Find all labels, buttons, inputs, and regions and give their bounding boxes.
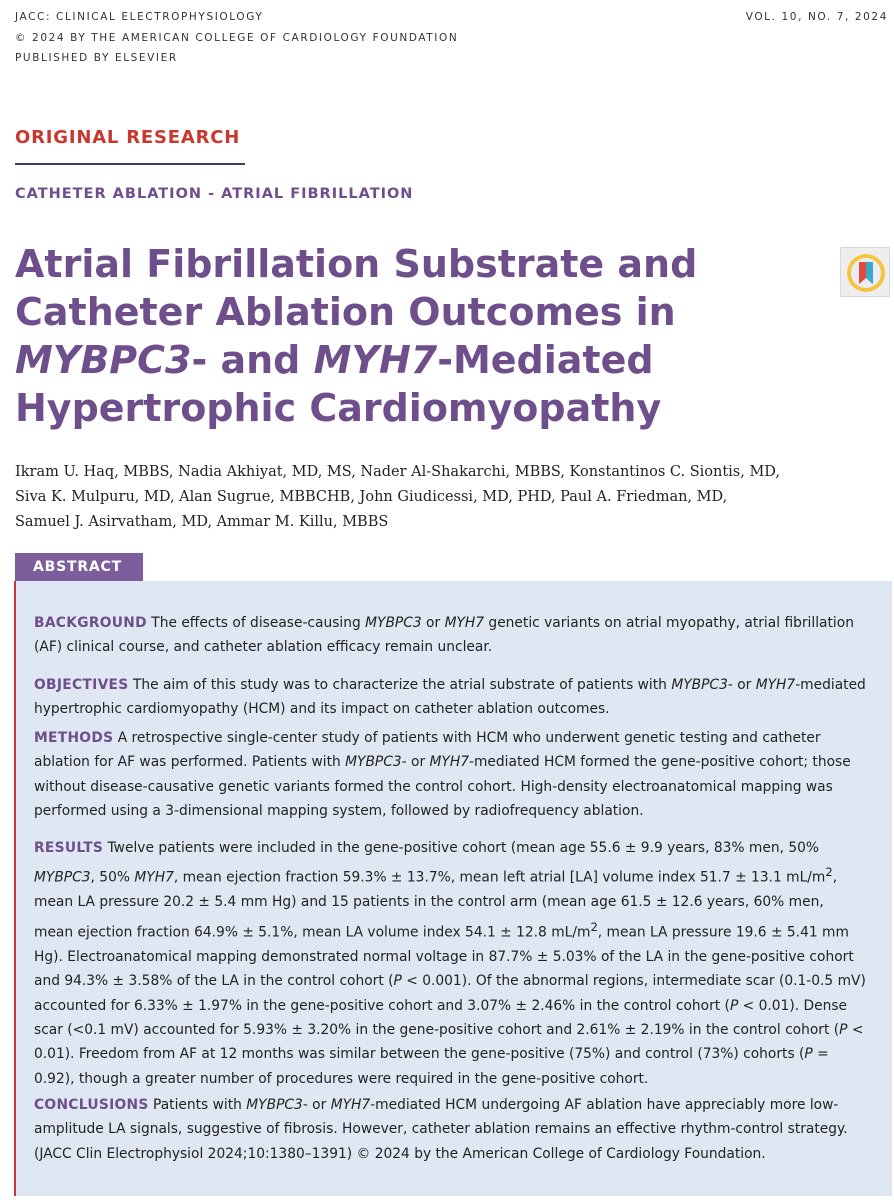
crossmark-badge[interactable]	[840, 247, 890, 297]
abstract-conclusions: CONCLUSIONS Patients with MYBPC3- or MYH7-mediated HCM undergoing AF ablation have appreciably more low-amplitude LA signals, suggestive of fibrosis. However, catheter ablation remains an effective rhythm-control strategy. (JACC Clin Electrophysiol 2024;10:1380–1391) © 2024 by the American College of Cardiology Foundation.	[34, 1097, 848, 1162]
article-category: CATHETER ABLATION - ATRIAL FIBRILLATION	[15, 186, 414, 202]
title-line-2: Catheter Ablation Outcomes in	[15, 290, 676, 334]
author-line-3: Samuel J. Asirvatham, MD, Ammar M. Killu, MBBS	[15, 514, 389, 530]
conclusions-heading: CONCLUSIONS	[34, 1097, 149, 1113]
author-line-2: Siva K. Mulpuru, MD, Alan Sugrue, MBBCHB, John Giudicessi, MD, PHD, Paul A. Friedman, MD,	[15, 489, 728, 505]
results-heading: RESULTS	[34, 840, 104, 856]
section-rule	[15, 163, 245, 165]
journal-masthead	[15, 7, 458, 69]
title-and: - and	[191, 338, 314, 382]
journal-name: JACC: CLINICAL ELECTROPHYSIOLOGY	[15, 11, 264, 23]
abstract-tab: ABSTRACT	[15, 553, 143, 581]
publisher-line: PUBLISHED BY ELSEVIER	[15, 52, 178, 64]
abstract-methods: METHODS A retrospective single-center study of patients with HCM who underwent genetic testing and catheter ablation for AF was performed. Patients with MYBPC3- or MYH7-mediated HCM formed the gene-positive cohort; those without disease-causative genetic variants formed the control cohort. High-density electroanatomical mapping was performed using a 3-dimensional mapping system, followed by radiofrequency ablation.	[34, 730, 851, 820]
abstract-objectives: OBJECTIVES The aim of this study was to characterize the atrial substrate of patients with MYBPC3- or MYH7-mediated hypertrophic cardiomyopathy (HCM) and its impact on catheter ablation outcomes.	[34, 677, 866, 718]
abstract-results: RESULTS Twelve patients were included in the gene-positive cohort (mean age 55.6 ± 9.9 years, 83% men, 50% MYBPC3, 50% MYH7, mean ejection fraction 59.3% ± 13.7%, mean left atrial [LA] volume index 51.7 ± 13.1 $mL/m^2$, mean LA pressure 20.2 ± 5.4 mm Hg) and 15 patients in the control arm (mean age 61.5 ± 12.6 years, 60% men, mean ejection fraction 64.9% ± 5.1%, mean LA volume index 54.1 ± 12.8 $mL/m^2$, mean LA pressure 19.6 ± 5.41 mm Hg). Electroanatomical mapping demonstrated normal voltage in 87.7% ± 5.03% of the LA in the gene-positive cohort and 94.3% ± 3.58% of the LA in the control cohort (P < 0.001). Of the abnormal regions, intermediate scar (0.1-0.5 mV) accounted for 6.33% ± 1.97% in the gene-positive cohort and 3.07% ± 2.46% in the control cohort (P < 0.01). Dense scar (<0.1 mV) accounted for 5.93% ± 3.20% in the gene-positive cohort and 2.61% ± 2.19% in the control cohort (P < 0.01). Freedom from AF at 12 months was similar between the gene-positive (75%) and control (73%) cohorts (P = 0.92), though a greater number of procedures were required in the gene-positive cohort.	[34, 840, 866, 1087]
title-mediated: -Mediated	[437, 338, 654, 382]
methods-heading: METHODS	[34, 730, 114, 746]
title-line-1: Atrial Fibrillation Substrate and	[15, 242, 698, 286]
copyright-line: © 2024 BY THE AMERICAN COLLEGE OF CARDIOLOGY FOUNDATION	[15, 31, 459, 44]
section-label: ORIGINAL RESEARCH	[15, 127, 241, 148]
author-line-1: Ikram U. Haq, MBBS, Nadia Akhiyat, MD, MS, Nader Al-Shakarchi, MBBS, Konstantinos C. Siontis, MD,	[15, 464, 781, 480]
title-line-4: Hypertrophic Cardiomyopathy	[15, 386, 662, 430]
article-title	[15, 240, 775, 432]
background-heading: BACKGROUND	[34, 615, 147, 631]
title-gene-2: MYH7	[313, 338, 438, 382]
crossmark-icon	[841, 248, 891, 298]
title-gene-1: MYBPC3	[15, 338, 192, 382]
author-list	[15, 460, 875, 535]
objectives-heading: OBJECTIVES	[34, 677, 129, 693]
abstract-background: BACKGROUND The effects of disease-causing MYBPC3 or MYH7 genetic variants on atrial myopathy, atrial fibrillation (AF) clinical course, and catheter ablation efficacy remain unclear.	[34, 615, 854, 656]
volume-info: VOL. 10, NO. 7, 2024	[745, 11, 888, 23]
